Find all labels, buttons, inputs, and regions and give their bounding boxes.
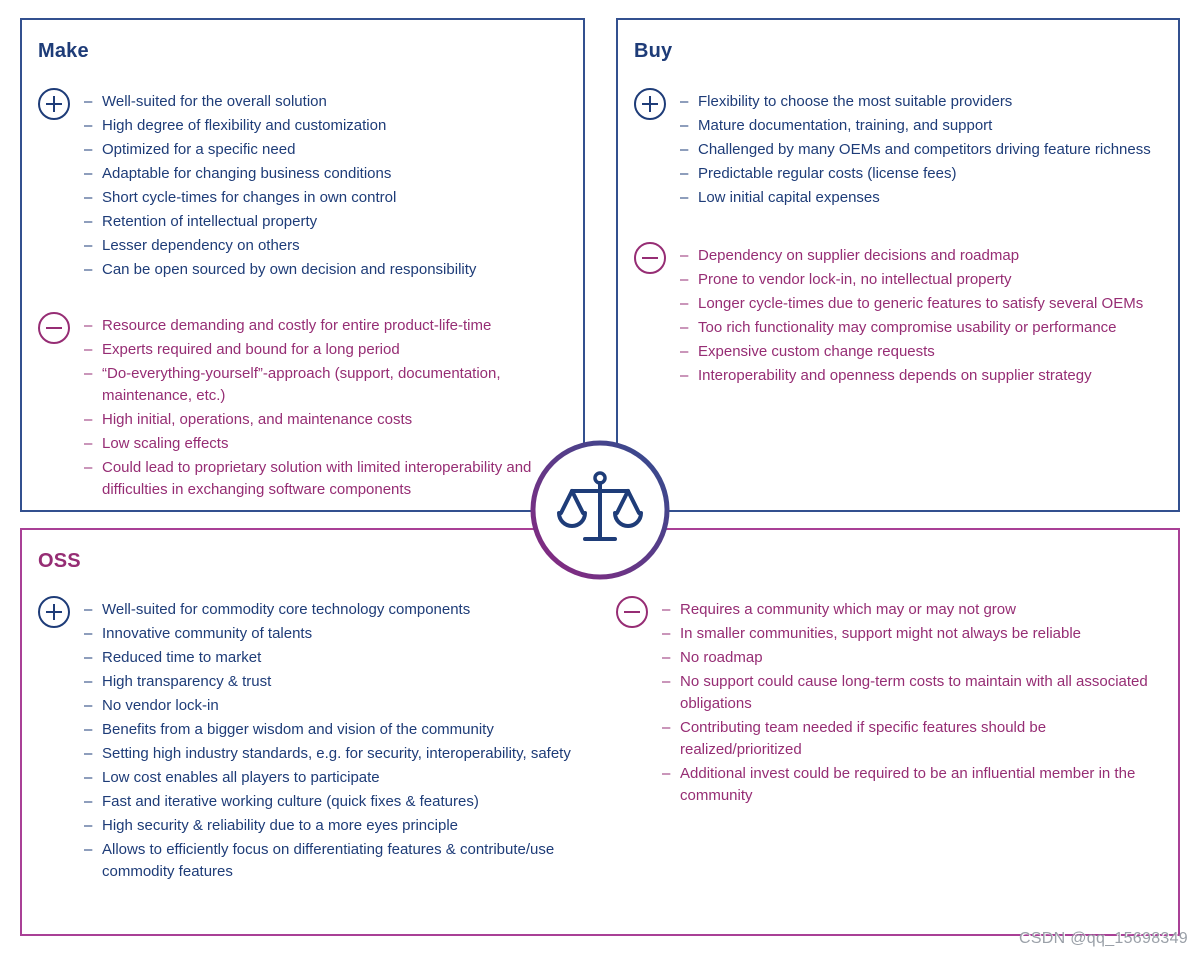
dash-bullet: – [84, 817, 93, 834]
list-item [680, 115, 1160, 137]
make-cons-list [84, 315, 565, 503]
list-item [84, 433, 565, 455]
dash-bullet: – [680, 319, 689, 336]
dash-bullet: – [84, 649, 93, 666]
buy-cons-list [680, 245, 1160, 389]
list-item [84, 839, 582, 883]
dash-bullet: – [680, 343, 689, 360]
list-item [84, 719, 582, 741]
oss-cons-column [600, 599, 1178, 809]
dash-bullet: – [84, 745, 93, 762]
list-item-text: Prone to vendor lock-in, no intellectual property [698, 271, 1012, 288]
list-item-text: Low initial capital expenses [698, 189, 880, 206]
list-item [84, 743, 582, 765]
dash-bullet: – [84, 601, 93, 618]
list-item [84, 115, 565, 137]
oss-pros-section [22, 599, 600, 885]
list-item [84, 259, 565, 281]
oss-columns [22, 599, 1178, 885]
list-item-text: Well-suited for the overall solution [102, 93, 327, 110]
dash-bullet: – [84, 189, 93, 206]
list-item-text: Dependency on supplier decisions and roadmap [698, 247, 1020, 264]
list-item [84, 599, 582, 621]
list-item [680, 139, 1160, 161]
oss-panel-title: OSS [38, 550, 81, 572]
dash-bullet: – [84, 261, 93, 278]
list-item-text: Could lead to proprietary solution with limited interoperability and difficulties in exchanging software components [102, 459, 532, 498]
buy-cons-section [618, 245, 1178, 389]
list-item-text: Additional invest could be required to be an influential member in the community [680, 765, 1136, 804]
buy-panel [616, 18, 1180, 512]
list-item [680, 163, 1160, 185]
plus-circle-icon [38, 88, 70, 120]
list-item-text: Fast and iterative working culture (quick fixes & features) [102, 793, 479, 810]
oss-pros-column [22, 599, 600, 885]
list-item-text: Low cost enables all players to participate [102, 769, 380, 786]
list-item-text: Requires a community which may or may not grow [680, 601, 1016, 618]
dash-bullet: – [84, 721, 93, 738]
dash-bullet: – [84, 411, 93, 428]
dash-bullet: – [84, 365, 93, 382]
list-item-text: No vendor lock-in [102, 697, 219, 714]
dash-bullet: – [84, 793, 93, 810]
minus-circle-icon [38, 312, 70, 344]
list-item-text: Predictable regular costs (license fees) [698, 165, 957, 182]
make-pros-list [84, 91, 565, 283]
oss-panel [20, 528, 1180, 936]
list-item-text: No roadmap [680, 649, 763, 666]
list-item [680, 245, 1160, 267]
list-item-text: “Do-everything-yourself”-approach (support, documentation, maintenance, etc.) [102, 365, 501, 404]
buy-pros-list [680, 91, 1160, 211]
list-item [662, 717, 1160, 761]
make-cons-section [22, 315, 583, 503]
dash-bullet: – [84, 341, 93, 358]
list-item-text: In smaller communities, support might not always be reliable [680, 625, 1082, 642]
list-item-text: Too rich functionality may compromise usability or performance [698, 319, 1117, 336]
list-item-text: High transparency & trust [102, 673, 272, 690]
dash-bullet: – [84, 93, 93, 110]
list-item-text: Adaptable for changing business conditions [102, 165, 392, 182]
dash-bullet: – [680, 93, 689, 110]
buy-panel-title: Buy [634, 40, 673, 62]
list-item-text: Retention of intellectual property [102, 213, 318, 230]
dash-bullet: – [84, 237, 93, 254]
list-item-text: Optimized for a specific need [102, 141, 296, 158]
list-item [680, 365, 1160, 387]
list-item [84, 339, 565, 361]
list-item-text: Setting high industry standards, e.g. for security, interoperability, safety [102, 745, 571, 762]
balance-scale-emblem [528, 438, 672, 582]
list-item-text: Well-suited for commodity core technology components [102, 601, 471, 618]
dash-bullet: – [84, 673, 93, 690]
minus-circle-icon [634, 242, 666, 274]
list-item [680, 91, 1160, 113]
list-item [84, 409, 565, 431]
list-item [680, 317, 1160, 339]
list-item [680, 187, 1160, 209]
list-item-text: Contributing team needed if specific features should be realized/prioritized [680, 719, 1047, 758]
list-item [84, 647, 582, 669]
list-item-text: Interoperability and openness depends on supplier strategy [698, 367, 1092, 384]
make-pros-section [22, 91, 583, 283]
plus-circle-icon [634, 88, 666, 120]
list-item-text: Can be open sourced by own decision and responsibility [102, 261, 477, 278]
list-item [84, 211, 565, 233]
list-item [84, 695, 582, 717]
dash-bullet: – [84, 141, 93, 158]
list-item [84, 815, 582, 837]
dash-bullet: – [84, 213, 93, 230]
dash-bullet: – [662, 765, 671, 782]
list-item [84, 623, 582, 645]
list-item [84, 91, 565, 113]
dash-bullet: – [662, 649, 671, 666]
dash-bullet: – [680, 165, 689, 182]
dash-bullet: – [84, 117, 93, 134]
list-item [84, 235, 565, 257]
list-item-text: Benefits from a bigger wisdom and vision of the community [102, 721, 494, 738]
list-item [84, 671, 582, 693]
dash-bullet: – [662, 673, 671, 690]
oss-cons-section [600, 599, 1178, 809]
dash-bullet: – [680, 367, 689, 384]
balance-scale-icon [528, 438, 672, 582]
list-item [84, 791, 582, 813]
list-item-text: Experts required and bound for a long period [102, 341, 400, 358]
dash-bullet: – [84, 625, 93, 642]
list-item [662, 763, 1160, 807]
dash-bullet: – [84, 697, 93, 714]
list-item [680, 293, 1160, 315]
dash-bullet: – [680, 141, 689, 158]
oss-pros-list [84, 599, 582, 885]
dash-bullet: – [84, 769, 93, 786]
list-item-text: High initial, operations, and maintenance costs [102, 411, 413, 428]
buy-pros-section [618, 91, 1178, 211]
list-item [662, 647, 1160, 669]
list-item [662, 623, 1160, 645]
list-item [84, 163, 565, 185]
list-item [84, 187, 565, 209]
dash-bullet: – [680, 271, 689, 288]
list-item-text: Resource demanding and costly for entire product-life-time [102, 317, 492, 334]
list-item [84, 767, 582, 789]
list-item [84, 363, 565, 407]
list-item-text: Flexibility to choose the most suitable providers [698, 93, 1013, 110]
dash-bullet: – [662, 719, 671, 736]
make-panel [20, 18, 585, 512]
oss-cons-list [662, 599, 1160, 809]
list-item [84, 139, 565, 161]
dash-bullet: – [662, 625, 671, 642]
list-item-text: Innovative community of talents [102, 625, 313, 642]
list-item-text: Expensive custom change requests [698, 343, 935, 360]
plus-circle-icon [38, 596, 70, 628]
watermark-text: CSDN @qq_15698349 [1018, 930, 1188, 947]
dash-bullet: – [84, 841, 93, 858]
list-item-text: No support could cause long-term costs to maintain with all associated obligations [680, 673, 1148, 712]
dash-bullet: – [84, 317, 93, 334]
list-item [84, 457, 565, 501]
list-item-text: Reduced time to market [102, 649, 262, 666]
list-item [680, 269, 1160, 291]
list-item [662, 599, 1160, 621]
dash-bullet: – [680, 189, 689, 206]
dash-bullet: – [680, 247, 689, 264]
list-item-text: Longer cycle-times due to generic features to satisfy several OEMs [698, 295, 1144, 312]
list-item [662, 671, 1160, 715]
dash-bullet: – [680, 117, 689, 134]
list-item [680, 341, 1160, 363]
list-item [84, 315, 565, 337]
list-item-text: Short cycle-times for changes in own control [102, 189, 397, 206]
dash-bullet: – [662, 601, 671, 618]
dash-bullet: – [84, 165, 93, 182]
list-item-text: Allows to efficiently focus on differentiating features & contribute/use commodity features [102, 841, 555, 880]
list-item-text: Challenged by many OEMs and competitors driving feature richness [698, 141, 1151, 158]
dash-bullet: – [84, 459, 93, 476]
list-item-text: High security & reliability due to a more eyes principle [102, 817, 458, 834]
dash-bullet: – [680, 295, 689, 312]
list-item-text: Mature documentation, training, and support [698, 117, 993, 134]
list-item-text: High degree of flexibility and customization [102, 117, 387, 134]
make-panel-title: Make [38, 40, 89, 62]
dash-bullet: – [84, 435, 93, 452]
list-item-text: Lesser dependency on others [102, 237, 300, 254]
minus-circle-icon [616, 596, 648, 628]
list-item-text: Low scaling effects [102, 435, 229, 452]
